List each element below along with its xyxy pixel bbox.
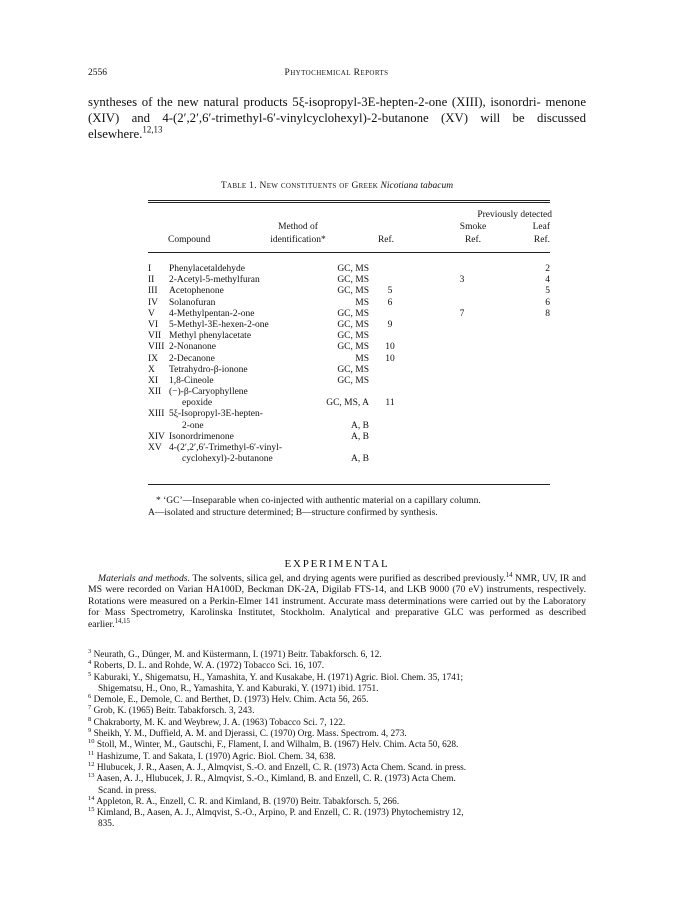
th-leaf-1: Leaf	[532, 222, 550, 232]
table-row	[148, 387, 550, 398]
reference-number: 14	[88, 794, 95, 802]
compound-name: 4-(2′,2′,6′-Trimethyl-6′-vinyl-	[169, 443, 282, 453]
identification-method: GC, MS	[337, 375, 369, 386]
th-ref: Ref.	[377, 235, 395, 245]
table-row	[148, 376, 550, 387]
experimental-citation-2: 14,15	[114, 617, 130, 625]
leaf-ref-cell: 4	[545, 275, 550, 286]
intro-line-1: syntheses of the new natural products 5ξ-isopropyl-3E-hepten-2-one (XIII), isonordri-	[88, 95, 541, 109]
reference-cell: 9	[387, 319, 393, 330]
identification-method: A, B	[351, 420, 369, 431]
table-footnote-2: A—isolated and structure determined; B—structure confirmed by synthesis.	[148, 507, 438, 518]
compound-name: Isonordrimenone	[169, 431, 234, 442]
leaf-ref-cell: 5	[545, 286, 550, 297]
table-top-rule-2	[148, 202, 550, 203]
reference-text: Hashizume, T. and Sakata, I. (1970) Agric. Biol. Chem. 34, 638.	[96, 751, 336, 762]
reference-number: 10	[88, 738, 95, 746]
compound-name: 1,8-Cineole	[169, 375, 214, 386]
compound-number: XIV	[148, 431, 165, 442]
table-bottom-rule	[148, 484, 550, 485]
table-top-rule	[148, 200, 550, 201]
identification-method: GC, MS	[337, 308, 369, 319]
identification-method: GC, MS	[337, 364, 369, 375]
table-row	[148, 365, 550, 376]
compound-number: X	[148, 364, 155, 375]
identification-method: A, B	[351, 431, 369, 442]
compound-number: IX	[148, 353, 159, 364]
table-caption-text: Table 1. New constituents of Greek	[220, 181, 379, 191]
reference-number: 5	[88, 670, 92, 678]
reference-text: Grob, K. (1965) Beitr. Tabakforsch. 3, 243.	[93, 706, 255, 717]
reference-entry	[88, 760, 586, 774]
reference-number: 4	[88, 659, 92, 667]
table-row	[148, 421, 550, 432]
compound-number: XII	[148, 387, 162, 398]
reference-entry	[88, 726, 586, 740]
compound-number: XV	[148, 443, 162, 453]
reference-continuation: Shigematsu, H., Ono, R., Yamashita, Y. and Kaburaki, Y. (1971) ibid. 1751.	[98, 683, 379, 694]
leaf-ref-cell: 6	[545, 297, 550, 308]
reference-text: Stoll, M., Winter, M., Gautschi, F., Flament, I. and Wilhalm, B. (1967) Helv. Chim. Acta 50, 628.	[96, 740, 459, 751]
table-row	[148, 432, 550, 443]
experimental-citation-1: 14	[505, 571, 513, 579]
compound-number: V	[148, 308, 155, 319]
reference-number: 8	[88, 715, 92, 723]
compound-number: VIII	[148, 342, 165, 353]
reference-text: Kaburaki, Y., Shigematsu, H., Yamashita, Y. and Kusakabe, H. (1971) Agric. Biol. Chem. 35, 1741;	[93, 672, 464, 683]
reference-text: Chakraborty, M. K. and Weybrew, J. A. (1963) Tobacco Sci. 7, 122.	[93, 717, 346, 728]
table-row	[148, 286, 550, 297]
page-number: 2556	[88, 68, 107, 78]
reference-number: 9	[88, 726, 92, 734]
leaf-ref-cell: 2	[545, 264, 550, 274]
table-row	[148, 354, 550, 365]
identification-method: GC, MS	[337, 342, 369, 353]
reference-cell: 6	[387, 297, 393, 308]
compound-name: cyclohexyl)-2-butanone	[182, 454, 273, 465]
reference-text: Aasen, A. J., Hlubucek, J. R., Almqvist, S.-O., Kimland, B. and Enzell, C. R. (1973) Acta Chem.	[96, 774, 456, 785]
compound-name: Solanofuran	[169, 297, 216, 308]
compound-name: 4-Methylpentan-2-one	[169, 308, 255, 319]
compound-name: 2-Acetyl-5-methylfuran	[169, 275, 260, 286]
compound-name: epoxide	[182, 398, 213, 409]
reference-cell: 11	[385, 398, 395, 409]
reference-number: 13	[88, 772, 95, 780]
th-previously-detected: Previously detected	[477, 210, 552, 220]
reference-cell: 10	[385, 353, 395, 364]
table-row	[148, 409, 550, 420]
intro-citation: 12,13	[142, 124, 163, 135]
smoke-ref-cell: 3	[459, 275, 465, 286]
experimental-lead: Materials and methods.	[98, 573, 191, 584]
compound-number: III	[148, 286, 158, 297]
reference-text: Demole, E., Demole, C. and Berthet, D. (1973) Helv. Chim. Acta 56, 265.	[93, 695, 369, 706]
reference-text: Roberts, D. L. and Rohde, W. A. (1972) Tobacco Sci. 16, 107.	[93, 661, 325, 672]
intro-line-2: menone (XIV) and 4-(2′,2′,6′-trimethyl-6′-vinylcyclohexyl)-2-butanone (XV) will be	[88, 95, 586, 125]
section-heading: EXPERIMENTAL	[284, 558, 390, 570]
table-row	[148, 342, 550, 353]
table-row	[148, 264, 550, 275]
running-title: Phytochemical Reports	[284, 68, 389, 78]
table-caption	[88, 181, 586, 191]
reference-entry	[88, 808, 586, 831]
experimental-paragraph	[88, 573, 586, 630]
identification-method: GC, MS	[337, 286, 369, 297]
reference-entry	[88, 749, 586, 763]
reference-cell: 10	[385, 342, 395, 353]
reference-entry	[88, 706, 586, 717]
compound-name: (−)-β-Caryophyllene	[169, 387, 248, 398]
identification-method: GC, MS	[337, 331, 369, 342]
reference-number: 7	[88, 704, 92, 712]
compound-number: I	[148, 264, 152, 274]
table-body	[148, 264, 550, 465]
th-smoke-1: Smoke	[459, 222, 487, 232]
reference-number: 15	[88, 806, 95, 814]
identification-method: GC, MS, A	[326, 398, 369, 409]
compound-name: Methyl phenylacetate	[169, 331, 252, 342]
reference-list	[88, 647, 586, 831]
reference-entry	[88, 774, 586, 797]
reference-cell: 5	[387, 286, 393, 297]
reference-entry	[88, 670, 586, 696]
reference-text: Hlubucek, J. R., Aasen, A. J., Almqvist, S.-O. and Enzell, C. R. (1973) Acta Chem. Scand. in press.	[96, 762, 467, 773]
intro-paragraph	[88, 94, 586, 142]
compound-name: 2-Decanone	[169, 353, 215, 364]
reference-entry	[88, 647, 586, 661]
compound-number: VII	[148, 331, 162, 342]
compound-name: Phenylacetaldehyde	[169, 264, 245, 274]
table-row	[148, 443, 550, 454]
table-footnote	[148, 496, 550, 519]
identification-method: GC, MS	[337, 275, 369, 286]
th-smoke-2: Ref.	[464, 235, 482, 245]
reference-text: Kimland, B., Aasen, A. J., Almqvist, S.-O., Arpino, P. and Enzell, C. R. (1973) Phytochemistry 12,	[96, 808, 464, 819]
running-header	[88, 68, 585, 82]
table-caption-species: Nicotiana tabacum	[380, 181, 454, 191]
reference-text: Appleton, R. A., Enzell, C. R. and Kimland, B. (1970) Beitr. Tabakforsch. 5, 266.	[96, 796, 400, 807]
experimental-body-2: NMR, UV, IR and MS were recorded on Varian HA100D, Beckman DK-2A, Digilab FTS-14, and LKB 9000 (70 eV) instruments, respectively. Rotations were measured on a Perkin-Elmer 141 instrument. Accurate mass determinations were carried out by the Laboratory for Mass Spectrometry, Karolinska Institutet, Stockholm. Analytical and preparative GLC was performed as described earlier.	[88, 573, 586, 630]
compound-name: 5ξ-Isopropyl-3E-hepten-	[169, 409, 263, 420]
reference-number: 11	[88, 749, 95, 757]
identification-method: MS	[355, 297, 369, 308]
table-row	[148, 454, 550, 465]
table-row	[148, 298, 550, 309]
compound-name: 2-one	[182, 420, 204, 431]
identification-method: MS	[355, 353, 369, 364]
compound-name: 2-Nonanone	[169, 342, 216, 353]
compound-number: XI	[148, 375, 159, 386]
table-row	[148, 309, 550, 320]
table-row	[148, 275, 550, 286]
leaf-ref-cell: 8	[545, 308, 550, 319]
reference-number: 3	[88, 647, 92, 655]
identification-method: A, B	[351, 454, 369, 465]
th-compound: Compound	[168, 235, 211, 245]
reference-entry	[88, 715, 586, 729]
smoke-ref-cell: 7	[459, 308, 465, 319]
th-method-2: identification*	[270, 235, 326, 245]
reference-text: Sheikh, Y. M., Duffield, A. M. and Djerassi, C. (1970) Org. Mass. Spectrom. 4, 273.	[93, 729, 407, 740]
compound-name: Acetophenone	[169, 286, 224, 297]
table-row	[148, 398, 550, 409]
table-footnote-1: * ‘GC’—Inseparable when co-injected with authentic material on a capillary column.	[156, 496, 481, 506]
compound-number: VI	[148, 319, 159, 330]
identification-method: GC, MS	[337, 319, 369, 330]
table-header-rule	[148, 252, 550, 253]
experimental-body-1: The solvents, silica gel, and drying agents were purified as described previously.	[190, 573, 506, 584]
identification-method: GC, MS	[337, 264, 369, 274]
reference-number: 6	[88, 693, 92, 701]
compound-number: XIII	[148, 409, 165, 420]
reference-continuation: Scand. in press.	[98, 785, 157, 796]
intro-line-3: discussed elsewhere.	[88, 111, 586, 141]
compound-name: Tetrahydro-β-ionone	[169, 364, 248, 375]
reference-continuation: 835.	[98, 819, 115, 830]
th-method-1: Method of	[278, 222, 318, 232]
reference-entry	[88, 794, 586, 808]
th-leaf-2: Ref.	[533, 235, 550, 245]
reference-text: Neurath, G., Dünger, M. and Küstermann, I. (1971) Beitr. Tabakforsch. 6, 12.	[93, 650, 382, 660]
reference-entry	[88, 661, 586, 672]
compound-number: IV	[148, 297, 159, 308]
table-row	[148, 320, 550, 331]
compound-name: 5-Methyl-3E-hexen-2-one	[169, 319, 269, 330]
reference-number: 12	[88, 760, 95, 768]
reference-entry	[88, 740, 586, 751]
compound-number: II	[148, 275, 155, 286]
reference-entry	[88, 695, 586, 706]
table-row	[148, 331, 550, 342]
